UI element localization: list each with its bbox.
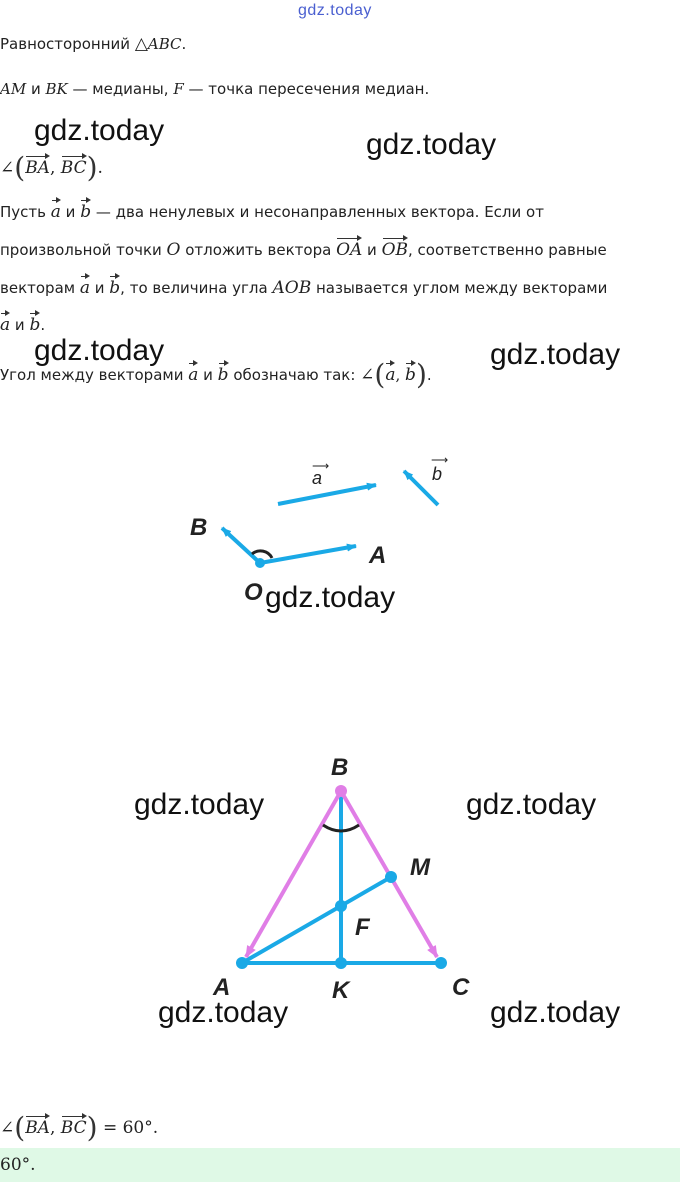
watermark: gdz.today bbox=[158, 996, 289, 1029]
paren-right: ) bbox=[415, 358, 427, 391]
label-A: A bbox=[213, 974, 231, 1001]
given-text: Равносторонний bbox=[0, 35, 135, 53]
vector-a: a bbox=[0, 312, 10, 335]
watermark: gdz.today bbox=[466, 788, 597, 821]
given-medians-text: — медианы, bbox=[67, 80, 174, 98]
given-period: . bbox=[181, 35, 187, 53]
vector-OB: OB bbox=[382, 237, 408, 260]
watermark-header: gdz.today bbox=[298, 2, 372, 19]
def-text: и bbox=[10, 316, 30, 334]
result-expression bbox=[0, 1111, 159, 1144]
angle-symbol: ∠ bbox=[0, 158, 15, 178]
definition-line-2 bbox=[0, 237, 607, 260]
vector-BC: BC bbox=[61, 1115, 87, 1138]
result-value: = 60°. bbox=[102, 1118, 159, 1138]
def-text: — два ненулевых и несонаправленных вектора. Если от bbox=[91, 203, 544, 221]
def-text: , соответственно равные bbox=[408, 241, 607, 259]
label-b: b bbox=[432, 464, 443, 484]
point-O-dot bbox=[255, 558, 265, 568]
vector-OA-line bbox=[260, 546, 356, 563]
vector-b: b bbox=[218, 362, 229, 385]
given-intersection-text: — точка пересечения медиан. bbox=[183, 80, 430, 98]
def-text: и bbox=[362, 241, 382, 259]
vector-b: b bbox=[405, 362, 416, 385]
label-a-arrow: ⟶ bbox=[312, 459, 330, 473]
vector-a: a bbox=[385, 362, 395, 385]
def-text: произвольной точки bbox=[0, 241, 167, 259]
vector-BA: BA bbox=[25, 155, 50, 178]
paren-right: ) bbox=[86, 151, 98, 184]
watermark: gdz.today bbox=[366, 128, 497, 161]
vector-OB-line bbox=[222, 528, 260, 563]
vector-a-line bbox=[278, 485, 376, 504]
point-A-dot bbox=[236, 957, 248, 969]
vector-b: b bbox=[80, 199, 91, 222]
vector-a: a bbox=[188, 362, 198, 385]
vector-b: b bbox=[29, 312, 40, 335]
comma: , bbox=[49, 158, 56, 178]
definition-line-5 bbox=[0, 358, 432, 391]
given-line-1 bbox=[0, 34, 186, 54]
def-text: . bbox=[40, 316, 46, 334]
label-M: M bbox=[410, 854, 430, 881]
angle-AOB: AOB bbox=[272, 278, 312, 298]
vector-BA: BA bbox=[25, 1115, 50, 1138]
definition-line-3 bbox=[0, 275, 607, 298]
point-C-dot bbox=[435, 957, 447, 969]
watermark: gdz.today bbox=[490, 996, 621, 1029]
def-text: , то величина угла bbox=[120, 279, 273, 297]
point-O: O bbox=[166, 240, 181, 260]
definition-line-1 bbox=[0, 199, 544, 222]
answer-box bbox=[0, 1148, 680, 1182]
answer-value: 60°. bbox=[0, 1155, 36, 1175]
median-BK: BK bbox=[45, 80, 68, 98]
triangle-symbol: △ bbox=[134, 34, 148, 54]
watermark: gdz.today bbox=[34, 114, 165, 147]
paren-right: ) bbox=[86, 1111, 98, 1144]
angle-symbol: ∠ bbox=[0, 1118, 15, 1138]
label-C: C bbox=[452, 974, 470, 1001]
def-text: отложить вектора bbox=[180, 241, 337, 259]
watermark: gdz.today bbox=[490, 338, 621, 371]
triangle-name: ABC bbox=[147, 35, 182, 53]
label-F: F bbox=[355, 914, 370, 941]
figure-triangle bbox=[0, 745, 680, 1005]
vector-a: a bbox=[80, 275, 90, 298]
comma: , bbox=[395, 366, 401, 384]
def-text: Угол между векторами bbox=[0, 366, 189, 384]
label-B: B bbox=[331, 754, 349, 781]
conj-and: и bbox=[26, 80, 46, 98]
find-period: . bbox=[97, 158, 103, 178]
angle-symbol: ∠ bbox=[360, 365, 375, 385]
paren-left: ( bbox=[14, 151, 26, 184]
point-F-dot bbox=[335, 900, 347, 912]
paren-left: ( bbox=[14, 1111, 26, 1144]
def-text: и bbox=[60, 203, 81, 221]
vector-a: a bbox=[51, 199, 61, 222]
vector-b: b bbox=[109, 275, 120, 298]
watermark: gdz.today bbox=[134, 788, 265, 821]
def-text: и bbox=[198, 366, 218, 384]
watermark: gdz.today bbox=[34, 334, 165, 367]
label-O: O bbox=[244, 579, 263, 606]
find-expression bbox=[0, 151, 103, 184]
vector-OA: OA bbox=[336, 237, 362, 260]
label-K: K bbox=[332, 977, 350, 1004]
point-M-dot bbox=[385, 871, 397, 883]
watermark: gdz.today bbox=[265, 581, 396, 614]
def-text: обозначаю так: bbox=[228, 366, 361, 384]
label-B: B bbox=[190, 514, 208, 541]
median-AM: AM bbox=[0, 80, 27, 98]
point-B-dot bbox=[335, 785, 347, 797]
def-text: векторам bbox=[0, 279, 80, 297]
label-a: a bbox=[312, 468, 323, 488]
comma: , bbox=[49, 1118, 56, 1138]
label-b-arrow: ⟶ bbox=[431, 453, 449, 467]
paren-left: ( bbox=[374, 358, 386, 391]
def-text: Пусть bbox=[0, 203, 51, 221]
def-text: и bbox=[89, 279, 110, 297]
point-F: F bbox=[173, 80, 184, 98]
def-text: называется углом между векторами bbox=[311, 279, 608, 297]
given-line-2 bbox=[0, 79, 429, 99]
definition-line-4 bbox=[0, 312, 45, 335]
vector-BC: BC bbox=[61, 155, 87, 178]
label-A: A bbox=[369, 542, 387, 569]
def-text: . bbox=[426, 366, 432, 384]
point-K-dot bbox=[335, 957, 347, 969]
